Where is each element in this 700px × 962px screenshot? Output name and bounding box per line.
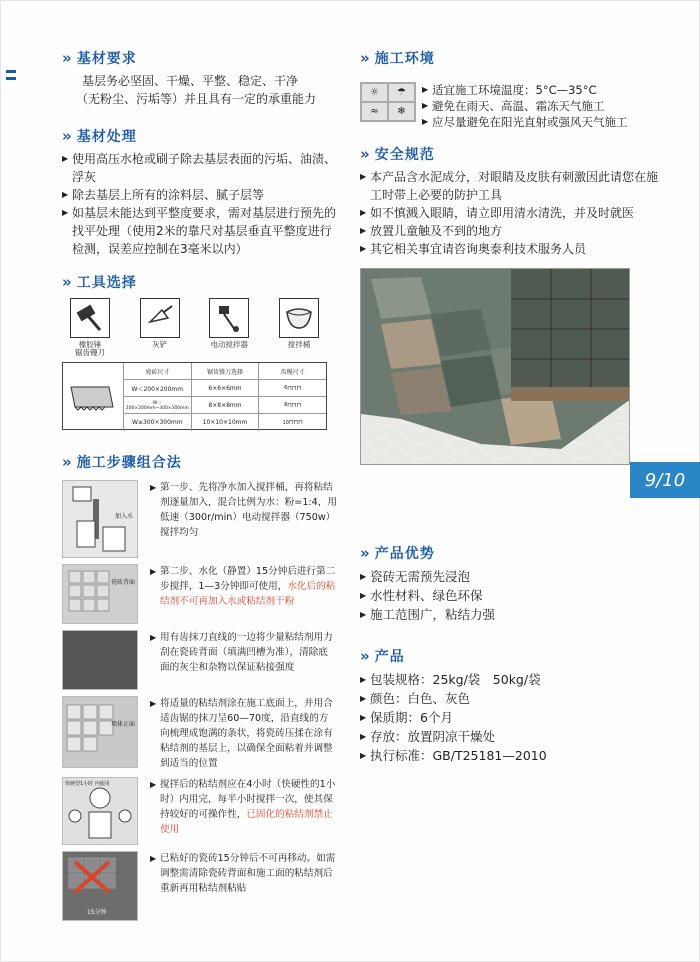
step-text: ▶ 搅拌后的粘结剂应在4小时（快硬性的1小时）内用完，每半小时搅拌一次，使其保持较好的可操作性，已固化的粘结剂禁止使用 bbox=[150, 777, 337, 845]
trowel-label: 锯齿镘刀 bbox=[75, 348, 105, 357]
chevron-icon: » bbox=[360, 544, 371, 562]
list-item: ▶ 包装规格：25kg/袋 50kg/袋 bbox=[360, 670, 660, 689]
env-row bbox=[360, 82, 660, 130]
chevron-icon: » bbox=[360, 49, 371, 67]
step-text: ▶ 第二步、水化（静置）15分钟后进行第二步搅拌，1—3分钟即可使用，水化后的粘结剂不可再加入水或粘结剂干粉 bbox=[150, 564, 337, 624]
list-item: ▶ 适宜施工环境温度：5°C—35°C bbox=[422, 82, 628, 98]
step-item bbox=[62, 480, 337, 558]
table-row: W＞200×200mm~300×300mm 8×8×8mm 8 ⊓⊓⊓ bbox=[123, 397, 326, 414]
wind-icon: ≈ bbox=[361, 102, 388, 121]
warning-text: 水化后的粘结剂不可再加入水或粘结剂干粉 bbox=[160, 581, 336, 607]
list-item: ▶ 使用高压水枪或刷子除去基层表面的污垢、油渍、浮灰 bbox=[62, 150, 337, 186]
snow-icon: ❄ bbox=[388, 102, 415, 121]
margin-marks bbox=[6, 70, 20, 84]
step-item bbox=[62, 851, 337, 921]
step-text: ▶ 第一步、先将净水加入搅拌桶，再将粘结剂逐量加入，混合比例为水：粉=1:4，用低速（300r/min）电动搅拌器（750w）搅拌均匀 bbox=[150, 480, 337, 558]
step-text: ▶ 用有齿抹刀直线的一边将少量粘结剂用力刮在瓷砖背面（填满凹槽为准），清除底面的灰尘和杂物以保证粘接强度 bbox=[150, 630, 337, 690]
tooth-pattern-icon: ⊓⊓⊓ bbox=[287, 384, 302, 392]
list-item: ▶ 其它相关事宜请咨询奥泰利技术服务人员 bbox=[360, 240, 660, 258]
rubber-hammer-icon bbox=[70, 298, 110, 338]
trowel-table bbox=[62, 362, 327, 430]
weather-icons bbox=[360, 82, 416, 122]
table-row: 瓷砖尺寸 锯齿镘刀选择 齿模尺寸 bbox=[123, 363, 326, 380]
step-image-adhesive bbox=[62, 630, 138, 690]
section-title-tools: » 工具选择 bbox=[62, 273, 137, 291]
list-item: ▶ 避免在雨天、高温、霜冻天气施工 bbox=[422, 98, 628, 114]
list-item: ▶ 如基层未能达到平整度要求，需对基层进行预先的找平处理（使用2米的靠尺对基层垂直平整度进行检测，误差应控制在3毫米以内） bbox=[62, 204, 337, 258]
tooth-pattern-icon: ⊓⊓⊓ bbox=[287, 401, 302, 409]
section-title-advantage: » 产品优势 bbox=[360, 544, 435, 562]
safety-list bbox=[360, 168, 660, 258]
list-item: ▶ 保质期：6个月 bbox=[360, 708, 660, 727]
section-title-steps: » 施工步骤组合法 bbox=[62, 453, 182, 471]
warning-text: 已固化的粘结剂禁止使用 bbox=[160, 809, 333, 835]
left-column bbox=[62, 48, 337, 927]
step-item bbox=[62, 696, 337, 771]
substrate-req-text: 基层务必坚固、干燥、平整、稳定、干净 （无粉尘、污垢等）并且具有一定的承重能力 bbox=[76, 74, 317, 106]
list-item: ▶ 本产品含水泥成分，对眼睛及皮肤有刺激因此请您在施工时带上必要的防护工具 bbox=[360, 168, 660, 204]
list-item: ▶ 瓷砖无需预先浸泡 bbox=[360, 567, 660, 586]
step-item bbox=[62, 564, 337, 624]
step-image-no-move: 15分钟 bbox=[62, 851, 138, 921]
notched-trowel-icon bbox=[69, 381, 117, 411]
advantage-list bbox=[360, 567, 660, 624]
env-list bbox=[422, 82, 628, 130]
chevron-icon: » bbox=[62, 273, 73, 291]
tool-electric-mixer: 电动搅拌器 bbox=[201, 298, 257, 349]
tooth-pattern-icon: ⊓⊓⊓ bbox=[288, 419, 303, 426]
list-item: ▶ 除去基层上所有的涂料层、腻子层等 bbox=[62, 186, 337, 204]
section-title-product: » 产品 bbox=[360, 647, 405, 665]
trowel-table-grid bbox=[123, 363, 326, 429]
trowel-icon bbox=[140, 298, 180, 338]
chevron-icon: » bbox=[62, 127, 73, 145]
section-title-substrate-req: » 基材要求 bbox=[62, 49, 137, 67]
section-title-env: » 施工环境 bbox=[360, 49, 435, 67]
tools-row bbox=[62, 298, 327, 349]
page-number-tab bbox=[630, 462, 700, 498]
list-item: ▶ 颜色：白色、灰色 bbox=[360, 689, 660, 708]
tool-trowel: 灰铲 bbox=[132, 298, 188, 349]
page-number: 9/10 bbox=[644, 469, 686, 491]
table-row: W＜200×200mm 6×6×6mm 6 ⊓⊓⊓ bbox=[123, 380, 326, 397]
chevron-icon: » bbox=[360, 647, 371, 665]
step-image-wall: 墙体正面 bbox=[62, 696, 138, 768]
product-list bbox=[360, 670, 660, 765]
substrate-treat-list bbox=[62, 150, 337, 258]
list-item: ▶ 施工范围广，粘结力强 bbox=[360, 605, 660, 624]
step-item bbox=[62, 777, 337, 845]
step-item bbox=[62, 630, 337, 690]
right-column bbox=[360, 48, 660, 765]
tool-rubber-hammer: 橡胶锤 bbox=[62, 298, 118, 349]
tile-floor-photo bbox=[360, 268, 630, 465]
chevron-icon: » bbox=[360, 145, 371, 163]
list-item: ▶ 水性材料、绿色环保 bbox=[360, 586, 660, 605]
step-image-mix: 加入水 bbox=[62, 480, 138, 558]
tool-mixing-bucket: 搅拌桶 bbox=[271, 298, 327, 349]
step-image-tile-back: 瓷砖背面 bbox=[62, 564, 138, 624]
steps-list bbox=[62, 480, 337, 921]
list-item: ▶ 应尽量避免在阳光直射或强风天气施工 bbox=[422, 114, 628, 130]
chevron-icon: » bbox=[62, 49, 73, 67]
list-item: ▶ 存放：放置阴凉干燥处 bbox=[360, 727, 660, 746]
list-item: ▶ 如不慎溅入眼睛，请立即用清水清洗，并及时就医 bbox=[360, 204, 660, 222]
list-item: ▶ 执行标准：GB/T25181—2010 bbox=[360, 746, 660, 765]
rain-icon: ☂ bbox=[388, 83, 415, 102]
section-title-safety: » 安全规范 bbox=[360, 145, 435, 163]
mixing-bucket-icon bbox=[279, 298, 319, 338]
chevron-icon: » bbox=[62, 453, 73, 471]
list-item: ▶ 放置儿童触及不到的地方 bbox=[360, 222, 660, 240]
step-text: ▶ 将适量的粘结剂涂在施工底面上，并用合适齿锯的抹刀呈60—70度，沿直线的方向梳理成饱满的条状，将瓷砖压揉在涂有粘结剂的基层上，以确保全面粘着并调整到适当的位置 bbox=[150, 696, 337, 771]
sun-icon: ☼ bbox=[361, 83, 388, 102]
step-image-timer: 快硬型1小时 内使用 bbox=[62, 777, 138, 845]
electric-mixer-icon bbox=[209, 298, 249, 338]
table-row: W≥300×300mm 10×10×10mm 10 ⊓⊓⊓ bbox=[123, 414, 326, 431]
step-text: ▶ 已粘好的瓷砖15分钟后不可再移动。如需调整需清除瓷砖背面和施工面的粘结剂后重新再用粘结剂粘贴 bbox=[150, 851, 337, 921]
section-title-substrate-treat: » 基材处理 bbox=[62, 127, 137, 145]
